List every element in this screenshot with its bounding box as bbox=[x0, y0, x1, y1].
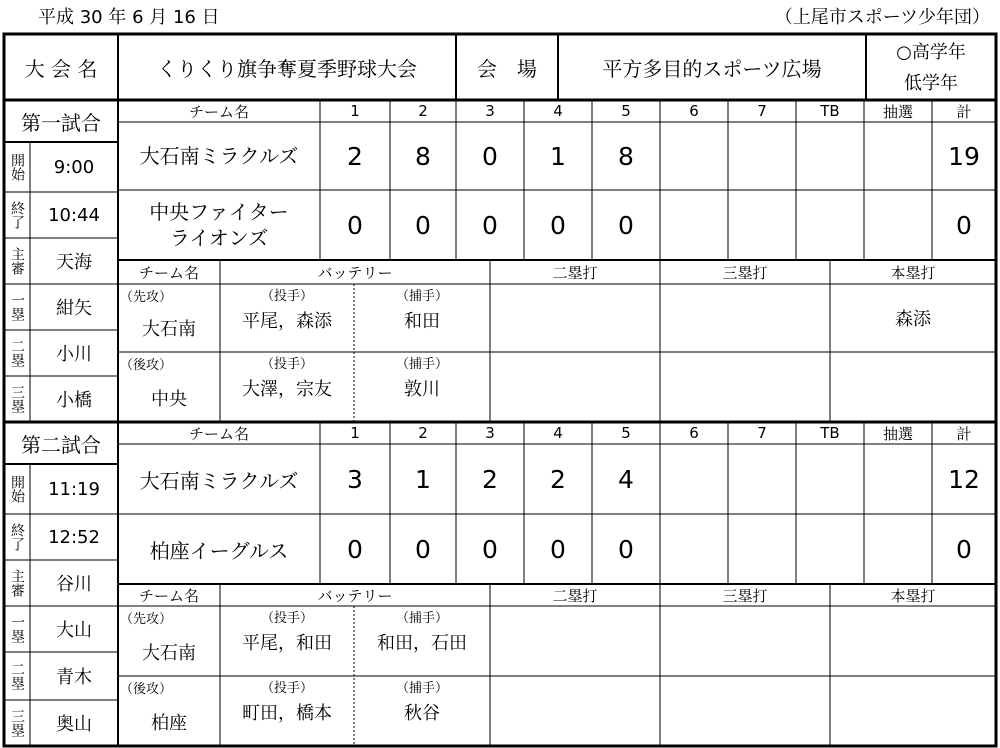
tiebreak-score bbox=[796, 444, 864, 514]
inning-score: 3 bbox=[347, 464, 363, 494]
double-header: 二塁打 bbox=[552, 586, 598, 605]
inning-score: 4 bbox=[618, 464, 634, 494]
start-time: 11:19 bbox=[48, 478, 100, 500]
inning-score: 1 bbox=[550, 141, 566, 171]
tournament-name: くりくり旗争奪夏季野球大会 bbox=[157, 56, 417, 81]
start-time: 9:00 bbox=[53, 156, 95, 178]
team-name: 中央ファイター ライオンズ bbox=[149, 200, 289, 250]
lottery-header: 抽選 bbox=[882, 424, 913, 443]
first-attack-label: （先攻） bbox=[120, 611, 173, 627]
battery-header: バッテリー bbox=[317, 586, 393, 605]
venue-name: 平方多目的スポーツ広場 bbox=[602, 56, 822, 81]
game-title: 第二試合 bbox=[21, 432, 101, 457]
total-score: 0 bbox=[956, 210, 972, 240]
triple-hitters bbox=[660, 606, 830, 676]
tiebreak-score bbox=[796, 514, 864, 584]
inning-header: 5 bbox=[621, 424, 631, 442]
inning-score bbox=[728, 122, 796, 190]
pitcher-label: （投手） bbox=[260, 680, 313, 696]
inning-score: 0 bbox=[550, 534, 566, 564]
umpire-2b-label: 二塁 bbox=[9, 662, 25, 690]
inning-score: 2 bbox=[550, 464, 566, 494]
end-label: 終了 bbox=[9, 523, 25, 551]
inning-header: 3 bbox=[485, 102, 495, 120]
end-label: 終了 bbox=[9, 201, 25, 229]
tournament-label: 大 会 名 bbox=[24, 56, 98, 81]
double-hitters bbox=[490, 352, 660, 422]
umpire-main-label: 主審 bbox=[9, 247, 25, 275]
inning-header: 1 bbox=[350, 424, 360, 442]
tiebreak-header: TB bbox=[820, 424, 840, 442]
division-low: 低学年 bbox=[904, 73, 958, 94]
inning-score: 0 bbox=[618, 210, 634, 240]
inning-score: 0 bbox=[482, 210, 498, 240]
umpire-1b-label: 一塁 bbox=[9, 293, 25, 321]
inning-score bbox=[660, 122, 728, 190]
homerun-hitters bbox=[830, 676, 996, 746]
catcher-label: （捕手） bbox=[395, 610, 448, 626]
inning-header: 1 bbox=[350, 102, 360, 120]
tiebreak-score bbox=[796, 122, 864, 190]
total-score: 19 bbox=[948, 141, 980, 171]
catcher-label: （捕手） bbox=[395, 288, 448, 304]
umpire-1b-label: 一塁 bbox=[9, 615, 25, 643]
triple-hitters bbox=[660, 676, 830, 746]
inning-score: 0 bbox=[415, 534, 431, 564]
lottery-cell bbox=[864, 514, 932, 584]
detail-team-header: チーム名 bbox=[138, 586, 199, 605]
end-time: 12:52 bbox=[48, 526, 100, 548]
triple-header: 三塁打 bbox=[722, 263, 768, 282]
lottery-cell bbox=[864, 122, 932, 190]
inning-header: 4 bbox=[553, 102, 563, 120]
inning-score: 2 bbox=[347, 141, 363, 171]
inning-score bbox=[660, 444, 728, 514]
division-high: ○高学年 bbox=[896, 42, 966, 63]
venue-label: 会 場 bbox=[477, 56, 537, 81]
inning-header: 6 bbox=[689, 102, 699, 120]
catcher-label: （捕手） bbox=[395, 356, 448, 372]
inning-score: 0 bbox=[347, 210, 363, 240]
umpire-3b: 奥山 bbox=[56, 714, 92, 735]
inning-header: 4 bbox=[553, 424, 563, 442]
umpire-2b: 小川 bbox=[56, 344, 92, 365]
inning-score bbox=[728, 444, 796, 514]
lottery-header: 抽選 bbox=[882, 102, 913, 121]
homerun-hitters bbox=[830, 352, 996, 422]
inning-score: 2 bbox=[482, 464, 498, 494]
pitcher-label: （投手） bbox=[260, 356, 313, 372]
second-attack-label: （後攻） bbox=[120, 681, 173, 697]
pitcher-names: 町田，橋本 bbox=[242, 703, 332, 724]
inning-score: 8 bbox=[618, 141, 634, 171]
umpire-main: 谷川 bbox=[56, 574, 92, 595]
umpire-2b-label: 二塁 bbox=[9, 339, 25, 367]
inning-header: 6 bbox=[689, 424, 699, 442]
lottery-cell bbox=[864, 190, 932, 260]
catcher-names: 和田 bbox=[404, 311, 440, 332]
catcher-label: （捕手） bbox=[395, 680, 448, 696]
inning-score: 8 bbox=[415, 141, 431, 171]
inning-score: 1 bbox=[415, 464, 431, 494]
inning-header: 7 bbox=[757, 424, 767, 442]
triple-hitters bbox=[660, 284, 830, 352]
team-name-header: チーム名 bbox=[188, 424, 249, 443]
inning-header: 7 bbox=[757, 102, 767, 120]
inning-score: 0 bbox=[618, 534, 634, 564]
umpire-2b: 青木 bbox=[56, 667, 92, 688]
pitcher-names: 大澤，宗友 bbox=[242, 379, 332, 400]
catcher-names: 敦川 bbox=[404, 379, 440, 400]
inning-score: 0 bbox=[550, 210, 566, 240]
double-header: 二塁打 bbox=[552, 263, 598, 282]
inning-header: 3 bbox=[485, 424, 495, 442]
team-short-name: 大石南 bbox=[142, 643, 196, 664]
umpire-main-label: 主審 bbox=[9, 569, 25, 597]
inning-score: 0 bbox=[347, 534, 363, 564]
pitcher-label: （投手） bbox=[260, 288, 313, 304]
homerun-hitters: 森添 bbox=[895, 309, 931, 330]
inning-score bbox=[728, 514, 796, 584]
second-attack-label: （後攻） bbox=[120, 357, 173, 373]
detail-team-header: チーム名 bbox=[138, 263, 199, 282]
double-hitters bbox=[490, 676, 660, 746]
report-date: 平成 30 年 6 月 16 日 bbox=[38, 7, 220, 28]
homerun-header: 本塁打 bbox=[890, 263, 936, 282]
triple-header: 三塁打 bbox=[722, 586, 768, 605]
umpire-1b: 大山 bbox=[56, 620, 92, 641]
inning-score: 0 bbox=[482, 534, 498, 564]
pitcher-names: 平尾，森添 bbox=[242, 311, 332, 332]
umpire-main: 天海 bbox=[56, 252, 92, 273]
catcher-names: 秋谷 bbox=[404, 703, 440, 724]
double-hitters bbox=[490, 284, 660, 352]
team-name: 柏座イーグルス bbox=[149, 538, 289, 563]
homerun-hitters bbox=[830, 606, 996, 676]
inning-score bbox=[728, 190, 796, 260]
team-short-name: 中央 bbox=[151, 389, 187, 410]
team-name: 大石南ミラクルズ bbox=[139, 144, 299, 168]
pitcher-names: 平尾，和田 bbox=[242, 633, 332, 654]
inning-score: 0 bbox=[482, 141, 498, 171]
umpire-3b: 小橋 bbox=[56, 390, 92, 411]
double-hitters bbox=[490, 606, 660, 676]
team-name: 大石南ミラクルズ bbox=[139, 468, 299, 493]
start-label: 開始 bbox=[9, 475, 25, 503]
umpire-1b: 紺矢 bbox=[56, 298, 92, 319]
lottery-cell bbox=[864, 444, 932, 514]
pitcher-label: （投手） bbox=[260, 610, 313, 626]
triple-hitters bbox=[660, 352, 830, 422]
game-title: 第一試合 bbox=[21, 110, 101, 135]
inning-score bbox=[660, 190, 728, 260]
tiebreak-score bbox=[796, 190, 864, 260]
inning-header: 2 bbox=[418, 102, 428, 120]
homerun-header: 本塁打 bbox=[890, 586, 936, 605]
inning-score bbox=[660, 514, 728, 584]
tiebreak-header: TB bbox=[820, 102, 840, 120]
team-name-header: チーム名 bbox=[188, 102, 249, 121]
umpire-3b-label: 三塁 bbox=[9, 709, 25, 737]
inning-header: 2 bbox=[418, 424, 428, 442]
team-short-name: 柏座 bbox=[151, 713, 187, 734]
total-score: 0 bbox=[956, 534, 972, 564]
umpire-3b-label: 三塁 bbox=[9, 385, 25, 413]
inning-score: 0 bbox=[415, 210, 431, 240]
end-time: 10:44 bbox=[48, 204, 100, 226]
battery-header: バッテリー bbox=[317, 263, 393, 282]
organization: （上尾市スポーツ少年団） bbox=[774, 7, 990, 28]
inning-header: 5 bbox=[621, 102, 631, 120]
total-score: 12 bbox=[948, 464, 980, 494]
first-attack-label: （先攻） bbox=[120, 289, 173, 305]
start-label: 開始 bbox=[9, 153, 25, 181]
total-header: 計 bbox=[956, 424, 972, 443]
catcher-names: 和田，石田 bbox=[377, 633, 467, 654]
team-short-name: 大石南 bbox=[142, 319, 196, 340]
total-header: 計 bbox=[956, 102, 972, 121]
